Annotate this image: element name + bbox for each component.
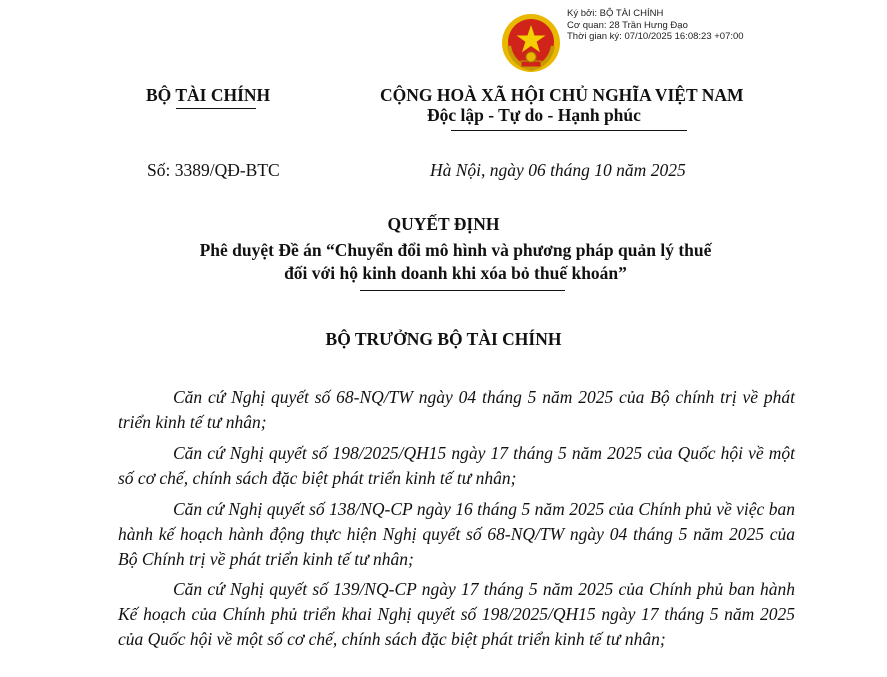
motto-underline bbox=[451, 130, 687, 131]
subtitle-underline bbox=[360, 290, 565, 291]
nation-name: CỘNG HOÀ XÃ HỘI CHỦ NGHĨA VIỆT NAM bbox=[380, 85, 744, 105]
legal-basis-paragraph: Căn cứ Nghị quyết số 198/2025/QH15 ngày 17 tháng 5 năm 2025 của Quốc hội về một số cơ chế, chính sách đặc biệt phát triển kinh tế tư nhân; bbox=[118, 443, 795, 488]
document-title: QUYẾT ĐỊNH bbox=[387, 214, 500, 234]
document-subtitle-line-2: đối với hộ kinh doanh khi xóa bỏ thuế khoán” bbox=[284, 263, 627, 283]
signature-agency: Cơ quan: 28 Trần Hưng Đạo bbox=[567, 19, 688, 31]
place-date: Hà Nội, ngày 06 tháng 10 năm 2025 bbox=[430, 160, 686, 180]
document-subtitle-line-1: Phê duyệt Đề án “Chuyển đổi mô hình và phương pháp quản lý thuế bbox=[199, 240, 712, 260]
signature-signer: Ký bởi: BỘ TÀI CHÍNH bbox=[567, 8, 664, 19]
legal-basis-paragraph: Căn cứ Nghị quyết số 139/NQ-CP ngày 17 tháng 5 năm 2025 của Chính phủ ban hành Kế hoạch của Chính phủ triển khai Nghị quyết số 198/2025/QH15 ngày 17 tháng 5 năm 2025 của Quốc hội về một số cơ chế, chính sách đặc biệt phát triển kinh tế tư nhân; bbox=[118, 579, 795, 649]
national-motto: Độc lập - Tự do - Hạnh phúc bbox=[427, 105, 641, 125]
agency-underline bbox=[176, 108, 256, 109]
legal-basis-paragraph: Căn cứ Nghị quyết số 68-NQ/TW ngày 04 tháng 5 năm 2025 của Bộ chính trị về phát triển kinh tế tư nhân; bbox=[118, 387, 795, 432]
signature-time: Thời gian ký: 07/10/2025 16:08:23 +07:00 bbox=[567, 31, 744, 42]
national-emblem-icon bbox=[500, 12, 562, 74]
issuing-authority: BỘ TRƯỞNG BỘ TÀI CHÍNH bbox=[325, 329, 562, 349]
digital-signature-block bbox=[567, 8, 744, 43]
legal-basis-paragraph: Căn cứ Nghị quyết số 138/NQ-CP ngày 16 tháng 5 năm 2025 của Chính phủ về việc ban hành kế hoạch hành động thực hiện Nghị quyết số 68-NQ/TW ngày 04 tháng 5 năm 2025 của Bộ Chính trị về phát triển kinh tế tư nhân; bbox=[118, 499, 795, 569]
document-number: Số: 3389/QĐ-BTC bbox=[147, 160, 280, 180]
issuing-agency: BỘ TÀI CHÍNH bbox=[146, 85, 271, 105]
